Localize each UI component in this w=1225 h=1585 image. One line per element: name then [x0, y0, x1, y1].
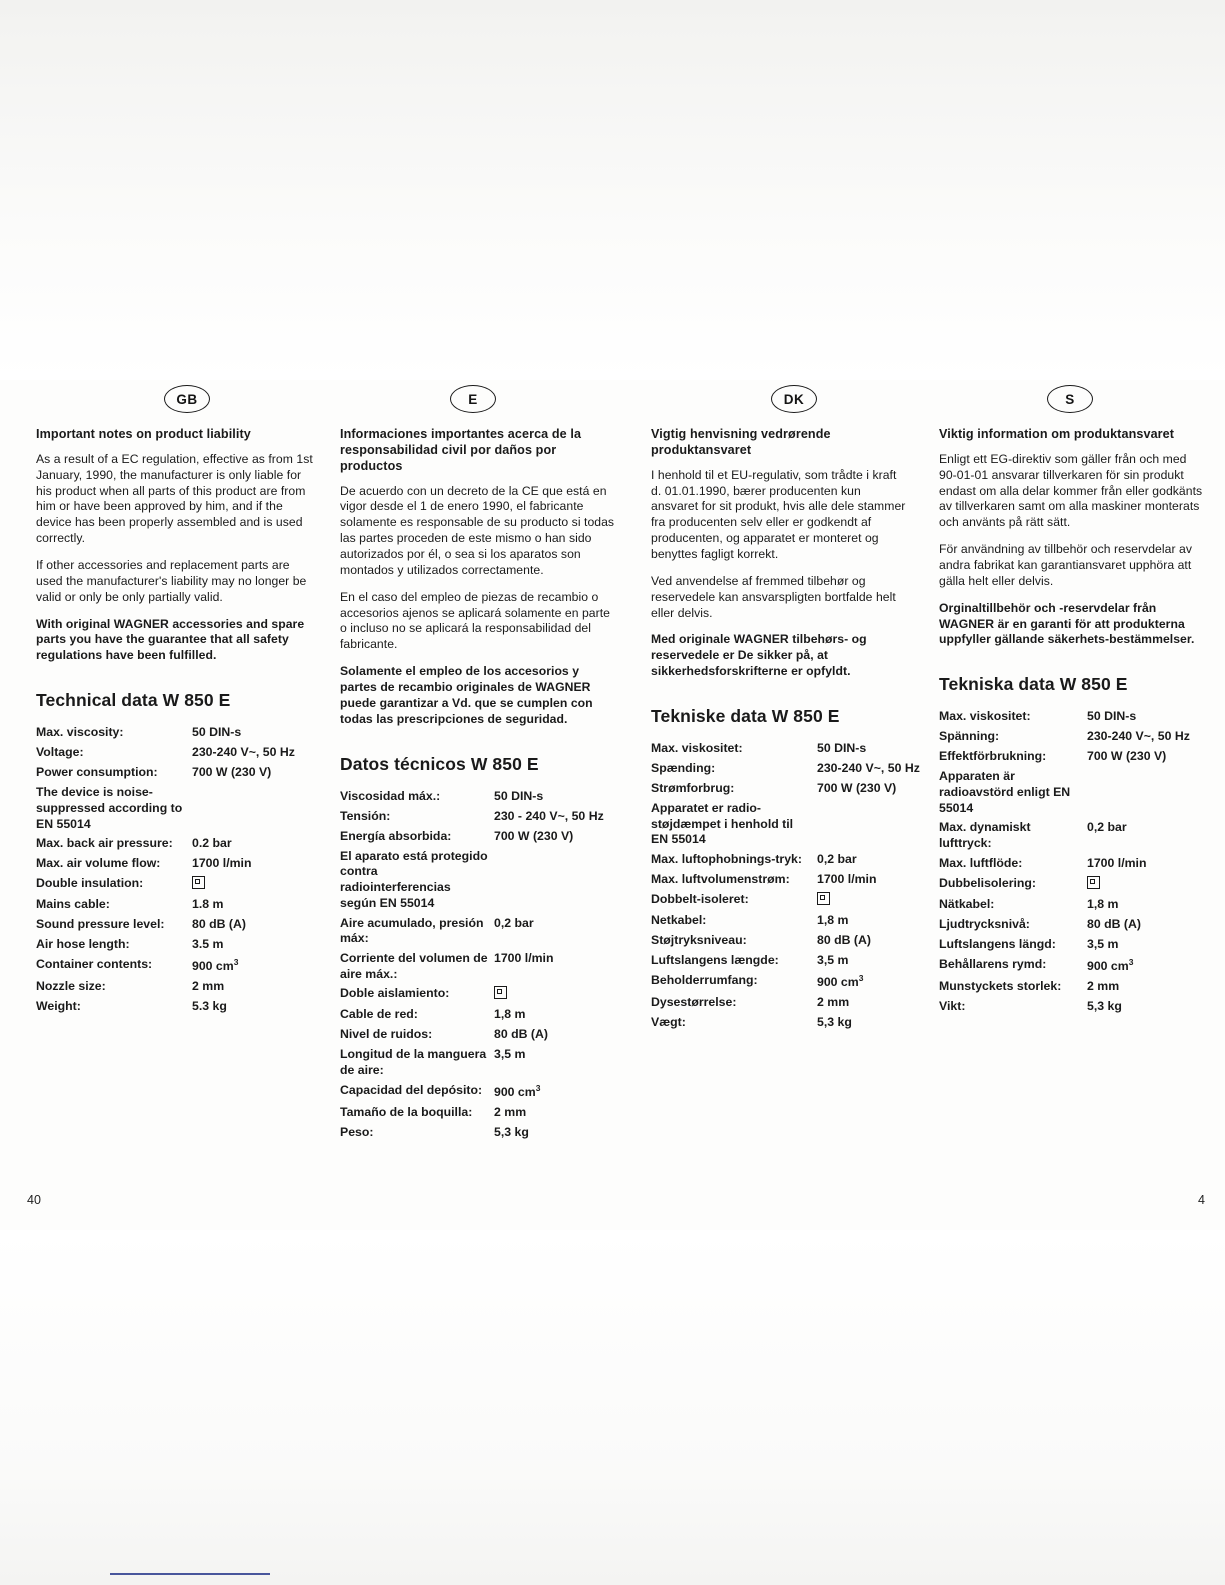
spec-value: 700 W (230 V) [817, 781, 897, 795]
spec-value: 230-240 V~, 50 Hz [1087, 729, 1190, 744]
spec-value: 5,3 kg [1087, 998, 1122, 1013]
spec-label: Dobbelt-isoleret: [651, 892, 749, 907]
spec-row [36, 765, 314, 781]
spec-value: 1,8 m [494, 1007, 526, 1022]
liability-paragraph: Med originale WAGNER tilbehørs- og reservedele er De sikker på, at sikkerhedsforskrifterne er opfyldt. [651, 632, 867, 679]
column-dk [633, 385, 923, 1145]
spec-row [939, 917, 1204, 933]
spec-value: 1700 l/min [817, 872, 877, 887]
spec-value: 80 dB (A) [192, 917, 246, 932]
spec-label: Strømforbrug: [651, 781, 735, 795]
spec-value: 3,5 m [494, 1047, 526, 1062]
spec-row [340, 829, 619, 845]
liability-paragraph: En el caso del empleo de piezas de recambio o accesorios ajenos se aplicará solamente en parte o incluso no se aplicará la responsabilidad del fabricante. [340, 589, 611, 652]
column-gb [28, 385, 328, 1145]
spec-label: Vægt: [651, 1015, 686, 1030]
spec-value: 80 dB (A) [494, 1027, 548, 1042]
spec-row [651, 872, 909, 888]
spec-row [939, 769, 1204, 816]
page-top-shading [0, 0, 1225, 380]
spec-row [340, 789, 619, 805]
spec-value: 1.8 m [192, 897, 224, 912]
spec-row [651, 953, 909, 969]
spec-label: Longitud de la manguera de aire: [340, 1047, 487, 1078]
column-e [328, 385, 633, 1145]
spec-value: 900 $cm^3$ [817, 973, 864, 990]
spec-row [939, 957, 1204, 975]
spec-row [36, 917, 314, 933]
liability-paragraph: De acuerdo con un decreto de la CE que está en vigor desde el 1 de enero 1990, el fabricante solamente es responsable de su producto si todas las partes proceden de este mismo o han sido autorizados por él, o sea si los aparatos son montados y utilizados correctamente. [340, 483, 615, 577]
spec-value: 230 - 240 V~, 50 Hz [494, 808, 604, 823]
spec-label: Max. dynamiskt lufttryck: [939, 820, 1031, 851]
spec-label: Capacidad del depósito: [340, 1082, 483, 1097]
spec-value: 50 DIN-s [817, 741, 867, 756]
spec-label: Ljudtrycksnivå: [939, 916, 1030, 931]
spec-label: Netkabel: [651, 913, 707, 928]
spec-row [939, 979, 1204, 995]
country-badge-gb: GB [164, 385, 210, 413]
spec-list-s [939, 709, 1204, 1015]
spec-label: Dysestørrelse: [651, 995, 737, 1010]
spec-value: 900 $cm^3$ [494, 1082, 541, 1099]
spec-label: Max. viskositet: [939, 709, 1031, 724]
technical-data-title-s: Tekniska data W 850 E [939, 674, 1128, 695]
spec-row [939, 876, 1204, 893]
spec-row [36, 836, 314, 852]
spec-label: The device is noise-suppressed according to EN 55014 [36, 785, 183, 831]
spec-label: Nätkabel: [939, 896, 995, 911]
spec-row [36, 979, 314, 995]
spec-value: 1,8 m [817, 913, 849, 928]
spec-value [494, 986, 624, 1003]
spec-label: Luftslangens længde: [651, 953, 779, 968]
spec-row [651, 741, 909, 757]
spec-row [340, 1125, 619, 1141]
spec-label: Air hose length: [36, 937, 130, 952]
spec-label: Dubbelisolering: [939, 875, 1037, 890]
spec-label: Voltage: [36, 745, 84, 760]
spec-value: 1,8 m [1087, 896, 1119, 911]
spec-row [36, 785, 314, 832]
spec-label: Mains cable: [36, 897, 110, 912]
column-s [923, 385, 1218, 1145]
spec-value: 1700 l/min [1087, 855, 1147, 870]
liability-title-e: Informaciones importantes acerca de la responsabilidad civil por daños por productos [340, 427, 582, 473]
spec-value: 0,2 bar [494, 915, 534, 930]
spec-value: 700 W (230 V) [192, 765, 272, 780]
liability-paragraph: Orginaltillbehör och -reservdelar från WAGNER är en garanti för att produkterna uppfyller gällande säkerhets-bestämmelser. [939, 600, 1195, 647]
spec-value: 0,2 bar [817, 852, 857, 867]
spec-label: Vikt: [939, 998, 966, 1013]
spec-value: 700 W (230 V) [494, 828, 574, 843]
spec-value: 1700 l/min [192, 856, 252, 871]
spec-value [192, 876, 312, 893]
liability-paragraph: I henhold til et EU-regulativ, som trådte i kraft d. 01.01.1990, bærer producenten kun ansvaret for sit produkt, hvis alle dele stammer fra producenten selv eller er godkendt af producenten, og apparatet er monteret og benyttes fagligt korrekt. [651, 467, 906, 562]
spec-label: Container contents: [36, 957, 153, 972]
country-badge-s: S [1047, 385, 1093, 413]
spec-value: 230-240 V~, 50 Hz [192, 745, 295, 760]
spec-value: 900 $cm^3$ [192, 957, 239, 974]
spec-label: Sound pressure level: [36, 917, 165, 932]
spec-row [939, 999, 1204, 1015]
spec-value: 3,5 m [817, 953, 849, 968]
spec-value: 900 $cm^3$ [1087, 956, 1134, 973]
liability-paragraph: With original WAGNER accessories and spare parts you have the guarantee that all safety regulations have been fulfilled. [36, 616, 305, 663]
spec-label: Behållarens rymd: [939, 956, 1047, 971]
spec-row [651, 933, 909, 949]
spec-label: Apparatet er radio-støjdæmpet i henhold til EN 55014 [651, 800, 794, 847]
spec-value: 0.2 bar [192, 836, 232, 851]
liability-paragraph: För användning av tillbehör och reservdelar av andra fabrikat kan garantiansvaret upphöra att gälla helt eller delvis. [939, 542, 1192, 588]
spec-row [651, 913, 909, 929]
liability-paragraph: As a result of a EC regulation, effective as from 1st January, 1990, the manufacturer is only liable for his product when all parts of this product are from him or have been approved by him, and if the device has been properly assembled and is used correctly. [36, 451, 313, 546]
spec-value: 5.3 kg [192, 999, 227, 1014]
spec-label: El aparato está protegido contra radiointerferencias según EN 55014 [340, 848, 488, 910]
spec-list-gb [36, 725, 314, 1015]
spec-label: Corriente del volumen de aire máx.: [340, 950, 488, 981]
double-insulation-icon [494, 986, 507, 999]
spec-label: Munstyckets storlek: [939, 978, 1062, 993]
spec-value [1087, 876, 1217, 893]
spec-row [939, 897, 1204, 913]
technical-data-title-dk: Tekniske data W 850 E [651, 706, 840, 727]
spec-label: Spænding: [651, 761, 716, 776]
spec-label: Tensión: [340, 808, 391, 823]
spec-row [651, 801, 909, 848]
liability-paragraph: Solamente el empleo de los accesorios y partes de recambio originales de WAGNER puede garantizar a Vd. que se cumplen con todas las prescripciones de seguridad. [340, 664, 593, 726]
spec-row [340, 1047, 619, 1078]
spec-label: Effektförbrukning: [939, 749, 1047, 764]
spec-value: 80 dB (A) [817, 933, 871, 948]
spec-label: Max. air volume flow: [36, 856, 161, 871]
liability-paragraph: Enligt ett EG-direktiv som gäller från och med 90-01-01 ansvarar tillverkaren för sin produkt endast om alla delar kommer från eller godkänts av tillverkaren samt om alla maskiner monterats och använts på rätt sätt. [939, 451, 1203, 530]
spec-row [340, 1007, 619, 1023]
spec-row [340, 849, 619, 912]
country-badge-e: E [450, 385, 496, 413]
spec-value: 700 W (230 V) [1087, 749, 1167, 764]
spec-value: 1700 l/min [494, 950, 554, 965]
spec-label: Luftslangens längd: [939, 936, 1056, 951]
page-bottom-shading [0, 1230, 1225, 1585]
spec-row [340, 916, 619, 947]
spec-label: Viscosidad máx.: [340, 788, 441, 803]
spec-row [340, 986, 619, 1003]
spec-row [340, 1027, 619, 1043]
spec-label: Energía absorbida: [340, 828, 452, 843]
spec-value: 2 mm [1087, 978, 1120, 993]
spec-label: Peso: [340, 1124, 374, 1139]
spec-row [36, 725, 314, 741]
spec-row [651, 973, 909, 991]
spec-value: 5,3 kg [817, 1015, 852, 1030]
spec-label: Spänning: [939, 729, 1000, 744]
spec-row [651, 781, 909, 797]
spec-row [36, 876, 314, 893]
spec-label: Power consumption: [36, 765, 158, 780]
spec-label: Max. luftvolumenstrøm: [651, 872, 790, 887]
spec-row [36, 856, 314, 872]
double-insulation-icon [192, 876, 205, 889]
spec-row [651, 892, 909, 909]
double-insulation-icon [1087, 876, 1100, 889]
spec-list-dk [651, 741, 920, 1031]
spec-label: Apparaten är radioavstörd enligt EN 55014 [939, 769, 1071, 815]
spec-row [340, 951, 619, 982]
spec-label: Beholderrumfang: [651, 973, 758, 988]
bottom-rule [110, 1573, 270, 1575]
spec-label: Max. viskositet: [651, 741, 743, 756]
spec-row [36, 745, 314, 761]
spec-label: Max. back air pressure: [36, 836, 173, 851]
spec-row [340, 1083, 619, 1101]
spec-value: 0,2 bar [1087, 820, 1127, 835]
spec-value: 3,5 m [1087, 936, 1119, 951]
spec-label: Nozzle size: [36, 979, 106, 994]
spec-value: 2 mm [494, 1104, 527, 1119]
technical-data-title-gb: Technical data W 850 E [36, 690, 231, 711]
spec-row [939, 856, 1204, 872]
spec-value: 80 dB (A) [1087, 916, 1141, 931]
spec-value: 5,3 kg [494, 1124, 529, 1139]
spec-value: 2 mm [192, 979, 225, 994]
liability-title-dk: Vigtig henvisning vedrørende produktansvaret [651, 427, 831, 457]
spec-value [817, 892, 937, 909]
double-insulation-icon [817, 892, 830, 905]
spec-row [651, 1015, 909, 1031]
spec-row [939, 709, 1204, 725]
liability-paragraph: If other accessories and replacement parts are used the manufacturer's liability may no longer be valid or only be only partially valid. [36, 558, 307, 604]
spec-row [340, 809, 619, 825]
spec-list-e [340, 789, 619, 1141]
spec-label: Aire acumulado, presión máx: [340, 915, 484, 946]
spec-label: Double insulation: [36, 876, 144, 891]
spec-row [651, 852, 909, 868]
spec-row [36, 999, 314, 1015]
spec-value: 2 mm [817, 995, 850, 1010]
country-badge-dk: DK [771, 385, 817, 413]
spec-value: 50 DIN-s [494, 788, 544, 803]
spec-row [36, 937, 314, 953]
spec-label: Tamaño de la boquilla: [340, 1104, 473, 1119]
spec-row [939, 937, 1204, 953]
spec-label: Max. luftophobnings-tryk: [651, 852, 802, 867]
spec-row [340, 1105, 619, 1121]
spec-value: 3.5 m [192, 937, 224, 952]
language-columns [28, 385, 1218, 1145]
technical-data-title-e: Datos técnicos W 850 E [340, 753, 539, 774]
spec-label: Cable de red: [340, 1007, 418, 1022]
spec-row [939, 729, 1204, 745]
spec-label: Støjtryksniveau: [651, 933, 747, 948]
spec-row [939, 749, 1204, 765]
spec-row [651, 995, 909, 1011]
spec-row [939, 820, 1204, 851]
liability-title-gb: Important notes on product liability [36, 427, 251, 441]
spec-label: Max. viscosity: [36, 725, 124, 740]
spec-label: Nivel de ruidos: [340, 1027, 433, 1042]
spec-row [36, 897, 314, 913]
spec-value: 50 DIN-s [1087, 709, 1137, 724]
spec-row [36, 957, 314, 975]
liability-paragraph: Ved anvendelse af fremmed tilbehør og reservedele kan ansvarspligten bortfalde helt eller delvis. [651, 573, 896, 620]
spec-value: 50 DIN-s [192, 725, 242, 740]
page-number-left: 40 [27, 1193, 41, 1207]
spec-label: Weight: [36, 999, 81, 1014]
page-number-right: 4 [1198, 1193, 1205, 1207]
spec-label: Max. luftflöde: [939, 855, 1023, 870]
spec-row [651, 761, 920, 777]
liability-title-s: Viktig information om produktansvaret [939, 427, 1175, 441]
spec-label: Doble aislamiento: [340, 986, 450, 1001]
spec-value: 230-240 V~, 50 Hz [817, 761, 920, 776]
